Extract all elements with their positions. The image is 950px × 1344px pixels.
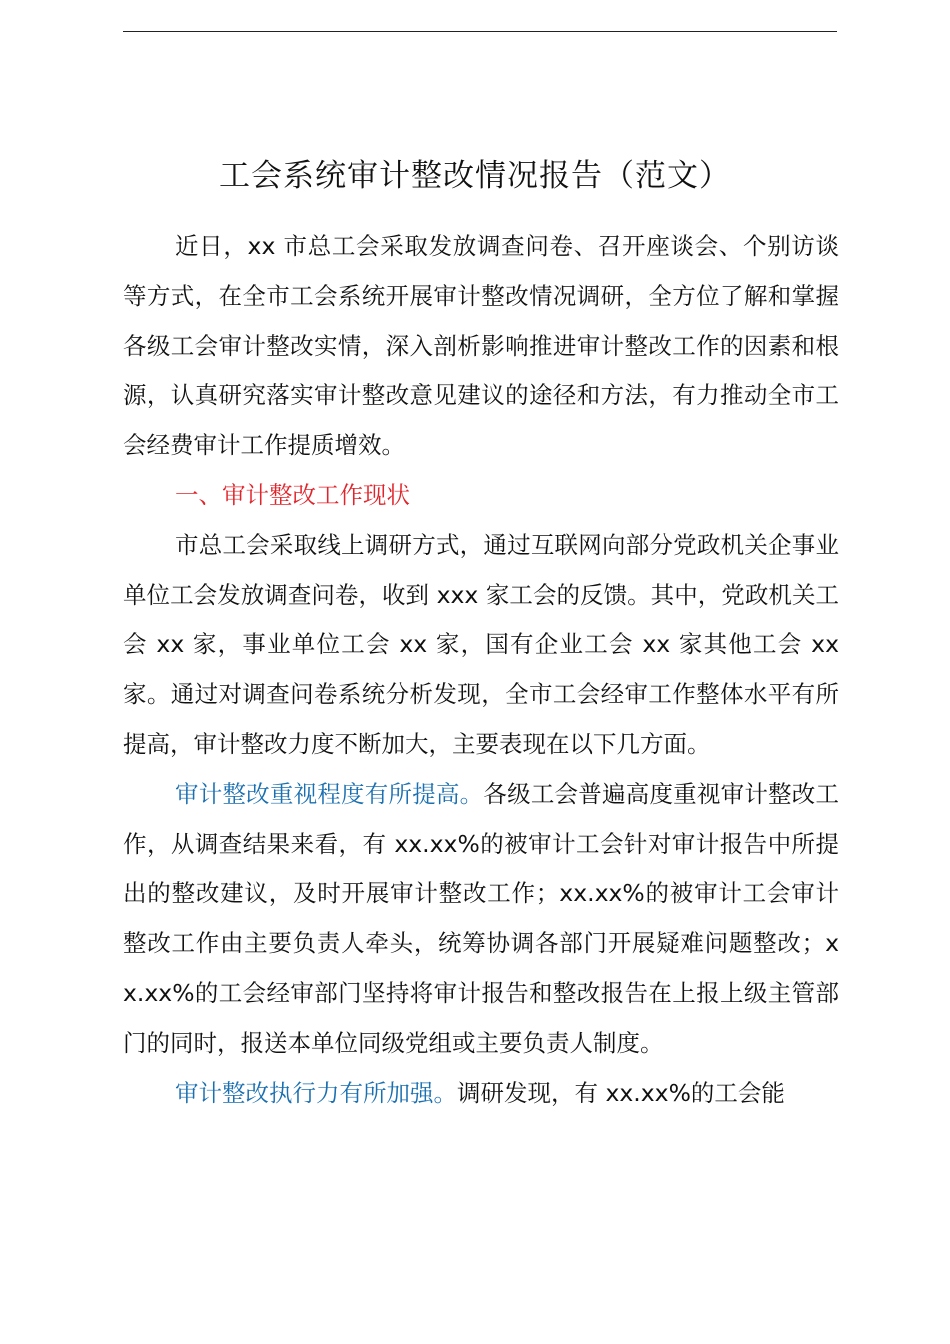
paragraph-text: 调研发现，有 xx.xx%的工会能 <box>457 1078 785 1107</box>
header-rule <box>123 31 837 32</box>
intro-paragraph: 近日，xx 市总工会采取发放调查问卷、召开座谈会、个别访谈等方式，在全市工会系统开展审计整改情况调研，全方位了解和掌握各级工会审计整改实情，深入剖析影响推进审计整改工作的因素和根源，认真研究落实审计整改意见建议的途径和方法，有力推动全市工会经费审计工作提质增效。 <box>123 232 839 460</box>
lead-phrase: 审计整改执行力有所加强。 <box>175 1078 457 1107</box>
emphasis-paragraph <box>123 770 839 1069</box>
paragraph-text: 各级工会普遍高度重视审计整改工作，从调查结果来看，有 xx.xx%的被审计工会针对审计报告中所提出的整改建议，及时开展审计整改工作；xx.xx%的被审计工会审计整改工作由主要负责人牵头，统筹协调各部门开展疑难问题整改；xx.xx%的工会经审部门坚持将审计报告和整改报告在上报上级主管部门的同时，报送本单位同级党组或主要负责人制度。 <box>123 779 840 1057</box>
survey-paragraph: 市总工会采取线上调研方式，通过互联网向部分党政机关企事业单位工会发放调查问卷，收到 xxx 家工会的反馈。其中，党政机关工会 xx 家，事业单位工会 xx 家，国有企业工会 xx 家其他工会 xx 家。通过对调查问卷系统分析发现，全市工会经审工作整体水平有所提高，审计整改力度不断加大，主要表现在以下几方面。 <box>123 530 839 758</box>
lead-phrase: 审计整改重视程度有所提高。 <box>175 779 484 808</box>
section-heading: 一、审计整改工作现状 <box>175 480 410 509</box>
page-title: 工会系统审计整改情况报告（范文） <box>219 158 731 194</box>
document-body <box>123 222 839 1118</box>
execution-paragraph <box>123 1069 839 1119</box>
